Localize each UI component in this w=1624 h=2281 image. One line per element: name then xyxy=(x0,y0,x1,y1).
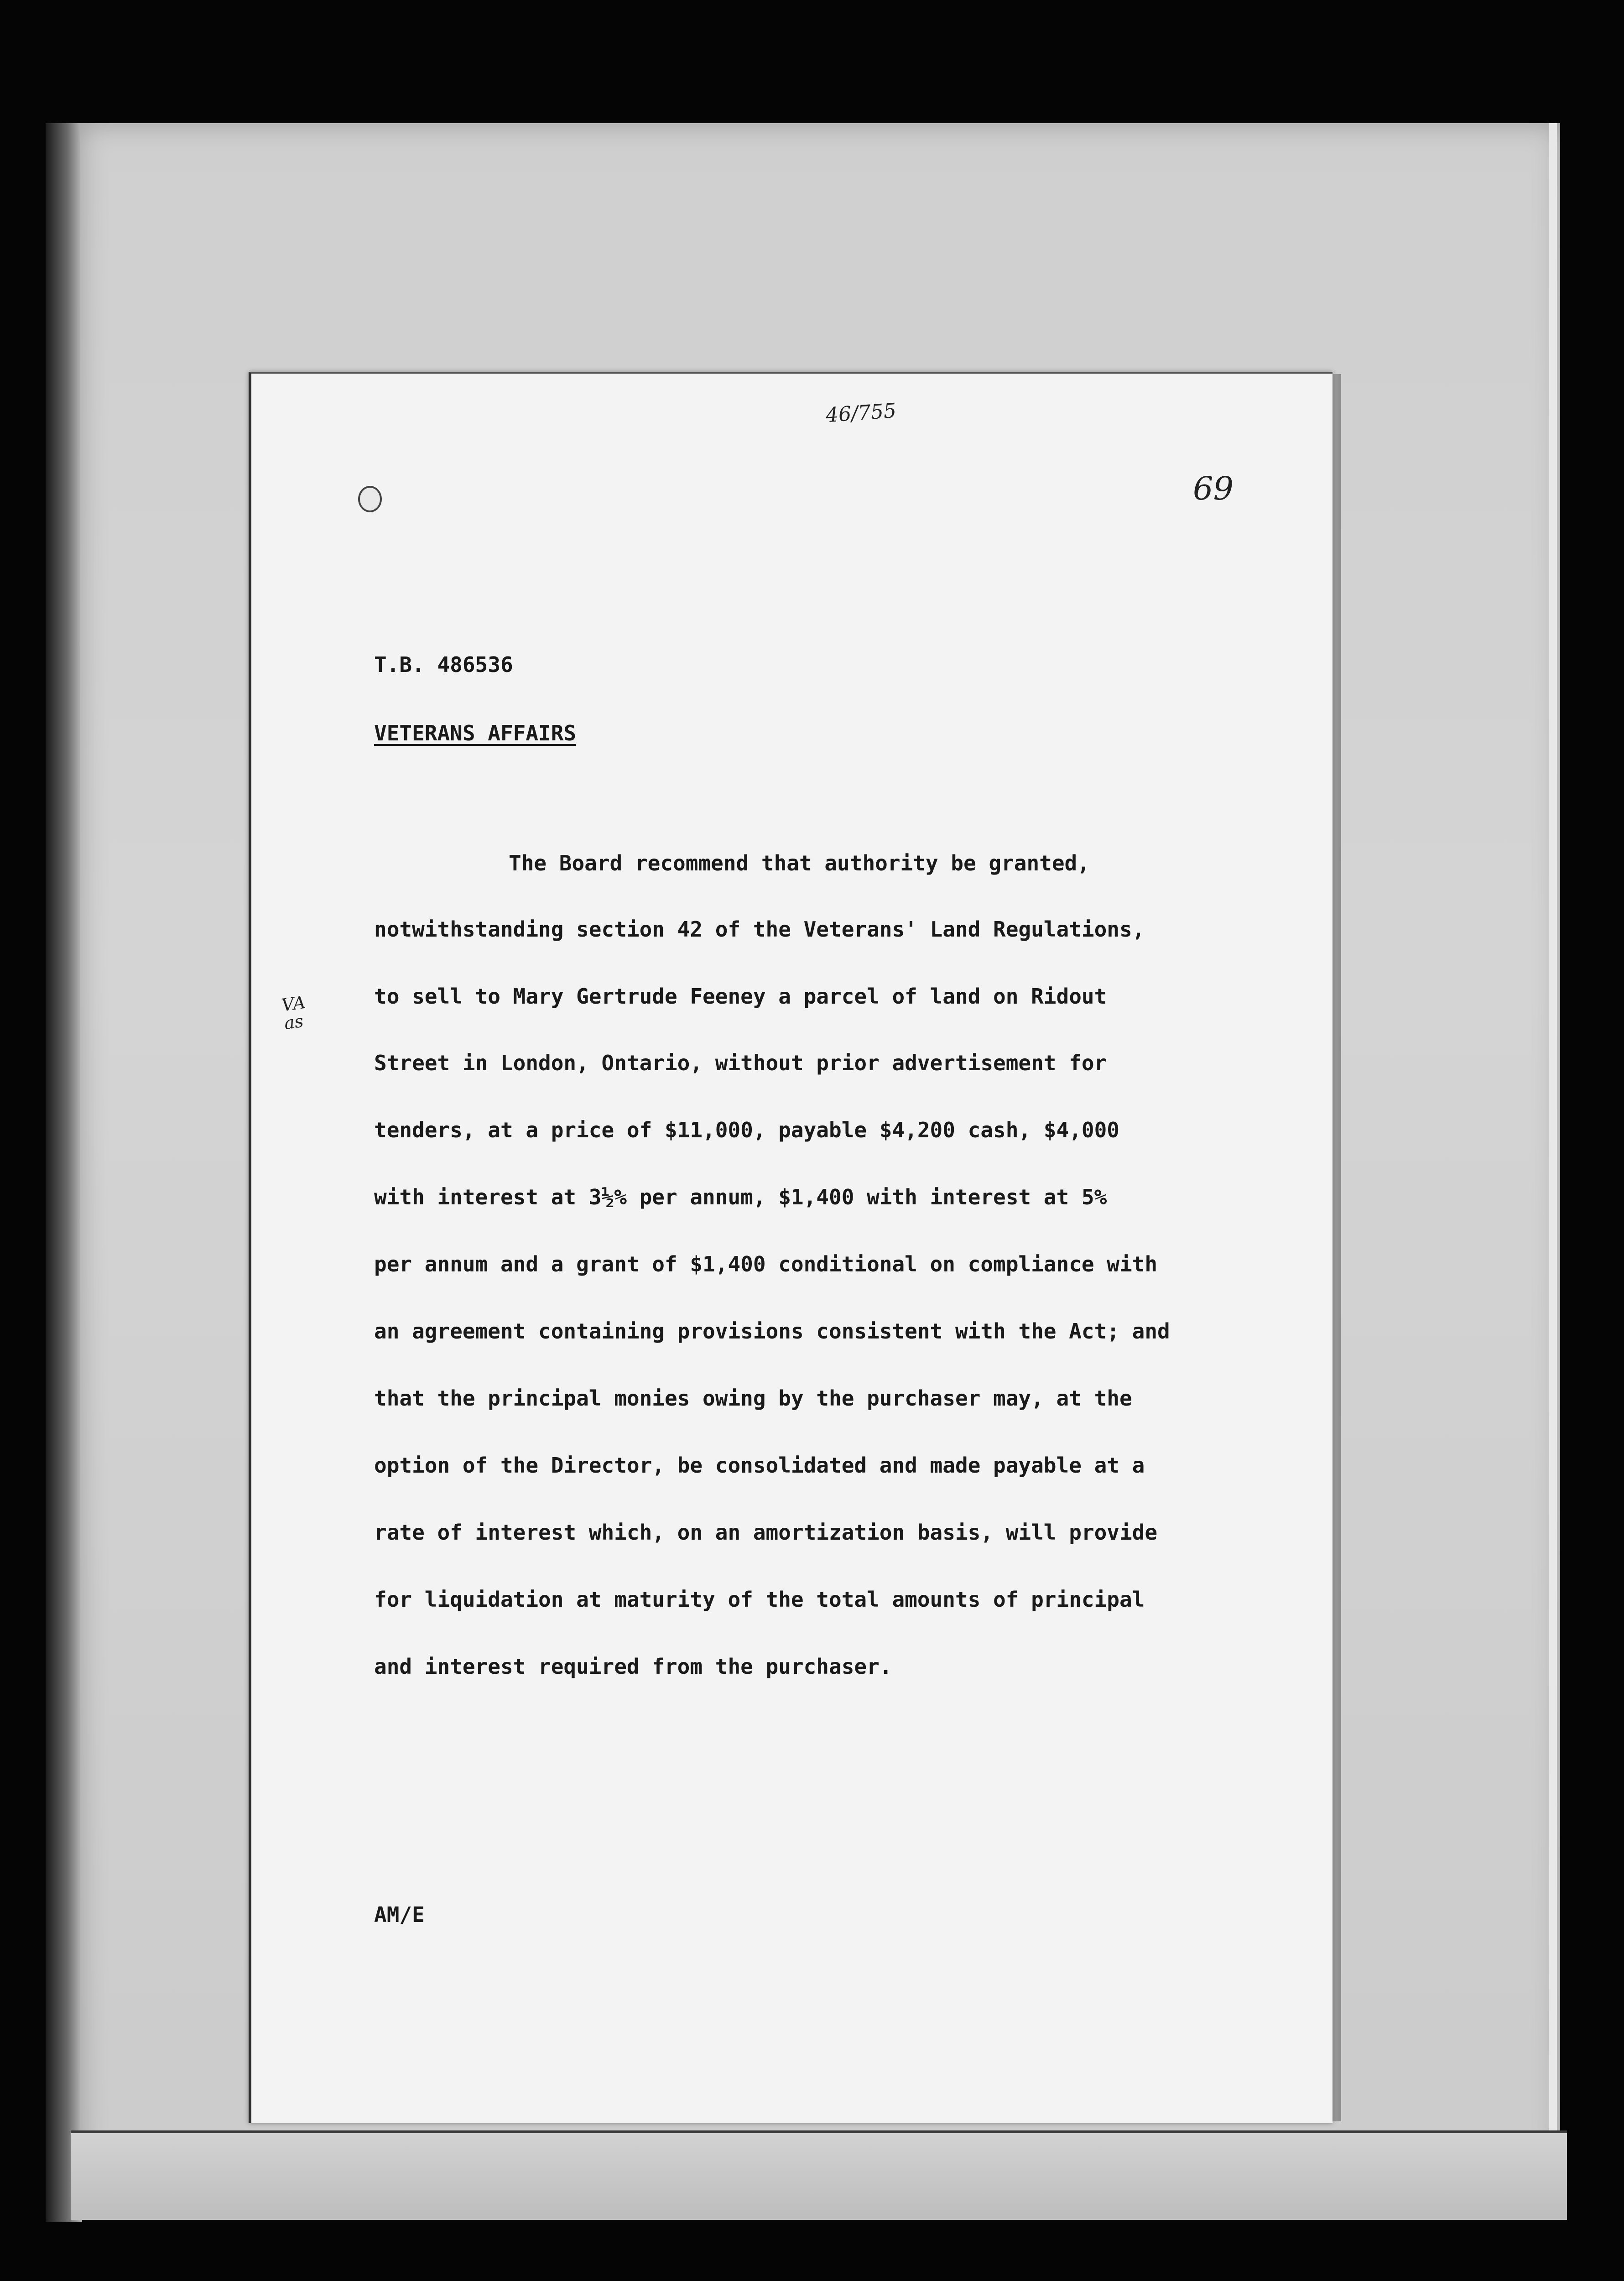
body-line: an agreement containing provisions consistent with the Act; and xyxy=(374,1319,1170,1344)
outer-sheet-edge xyxy=(1549,123,1557,2213)
typist-initials: AM/E xyxy=(374,1902,425,1927)
handwritten-margin-note xyxy=(281,993,309,1033)
body-line: to sell to Mary Gertrude Feeney a parcel of land on Ridout xyxy=(374,984,1107,1009)
body-line: option of the Director, be consolidated and made payable at a xyxy=(374,1453,1145,1478)
body-line: The Board recommend that authority be granted, xyxy=(509,851,1090,875)
body-line: rate of interest which, on an amortization basis, will provide xyxy=(374,1520,1158,1545)
punch-hole-icon xyxy=(358,486,382,512)
document-heading: VETERANS AFFAIRS xyxy=(374,721,577,745)
bottom-binding-strip xyxy=(71,2130,1567,2220)
treasury-board-reference: T.B. 486536 xyxy=(374,652,513,677)
body-line: per annum and a grant of $1,400 conditional on compliance with xyxy=(374,1252,1158,1276)
body-line: that the principal monies owing by the purchaser may, at the xyxy=(374,1386,1132,1411)
margin-note-line: as xyxy=(282,1010,305,1034)
body-line: and interest required from the purchaser. xyxy=(374,1654,892,1679)
document-page xyxy=(249,372,1333,2123)
page-number: 69 xyxy=(1193,470,1234,507)
outer-sheet-shadow xyxy=(46,123,82,2222)
body-line: with interest at 3½% per annum, $1,400 with interest at 5% xyxy=(374,1185,1107,1209)
body-line: for liquidation at maturity of the total amounts of principal xyxy=(374,1587,1145,1612)
body-line: notwithstanding section 42 of the Veterans' Land Regulations, xyxy=(374,917,1145,942)
body-line: Street in London, Ontario, without prior advertisement for xyxy=(374,1051,1107,1075)
handwritten-file-number: 46/755 xyxy=(825,399,897,427)
margin-note-line: VA xyxy=(280,992,307,1016)
body-line: tenders, at a price of $11,000, payable $4,200 cash, $4,000 xyxy=(374,1118,1119,1142)
